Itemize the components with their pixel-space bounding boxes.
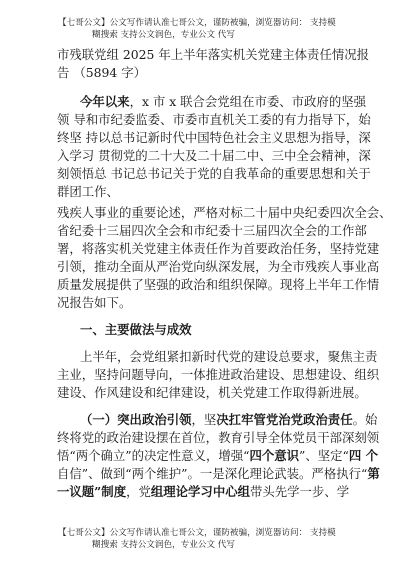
subsection-bold-part: 决扛牢管党治党政治责任: [216, 412, 353, 427]
subsection-text: ，党: [126, 484, 151, 499]
footer-banner-line1: 【七哥公文】公文写作请认准七哥公文，谨防被骗，浏览器访问： 支持模: [58, 528, 336, 538]
intro-lead-bold: 今年以来: [80, 94, 130, 109]
subsection-bold-part: 四个意识: [249, 448, 300, 463]
subsection-line: [57, 465, 380, 482]
intro-line: 入学习 贯彻党的二十大及二十届二中、三中全会精神，深: [57, 148, 371, 163]
subsection-bold-part: （一）突出政治引领: [80, 412, 192, 427]
section-paragraph-line: 上半年，会党组紧扣新时代党的建设总要求，聚焦主责: [80, 349, 378, 364]
intro-line: 质量发展提供了坚强的政治和组织保障。现将上半年工作情: [57, 277, 380, 292]
subsection-bold-part: 组理论学习中心组: [150, 484, 250, 499]
document-title-line1: 市残联党组 2025 年上半年落实机关党建主体责任情况报: [57, 47, 370, 62]
subsection-text: 自信”、做到“两个维护”。一是深化理论武装。严格执行“: [57, 466, 368, 481]
intro-lead-rest: ，x 市 x 联合会党组在市委、市政府的坚强: [129, 94, 366, 109]
intro-line: 省纪委十三届四次全会和市纪委十三届四次全会的工作部: [57, 223, 367, 238]
intro-first-line: [80, 93, 366, 110]
subsection-bold-part: 四 个: [348, 448, 378, 463]
intro-line: 领 导和市纪委监委、市委市直机关工委的有力指导下，始: [57, 112, 371, 127]
intro-line: 引领，推动全面从严治党向纵深发展，为全市残疾人事业高: [57, 259, 380, 274]
header-banner-line1: 【七哥公文】公文写作请认准七哥公文，谨防被骗，浏览器访问： 支持模: [58, 18, 336, 28]
subsection-heading-line: [80, 411, 377, 428]
subsection-line: 终将党的政治建设摆在首位，教育引导全体党员干部深刻领: [57, 430, 380, 445]
intro-line: 署，将落实机关党建主体责任作为首要政治任务，坚持党建: [57, 241, 380, 256]
subsection-text: 带头先学一步、学: [250, 484, 350, 499]
document-title-line2: 告 （5894 字）: [57, 65, 146, 80]
subsection-bold-part: 一议题”制度: [57, 484, 127, 499]
subsection-bold-part: 第: [367, 466, 380, 481]
subsection-text: ”、坚定“: [299, 448, 349, 463]
section-paragraph-line: 建设、作风建设和纪律建设，机关党建工作取得新进展。: [57, 385, 367, 400]
section-heading: 一、主要做法与成效: [80, 322, 192, 337]
intro-line: 终坚 持以总书记新时代中国特色社会主义思想为指导，深: [57, 130, 371, 145]
intro-line: 刻领悟总 书记总书记关于党的自我革命的重要思想和关于: [57, 166, 371, 181]
footer-banner-line2: 糊搜索 支持公文润色，专业公文 代写: [92, 540, 235, 550]
section-paragraph-line: 主业，坚持问题导向，一体推进政治建设、思想建设、组织: [57, 367, 380, 382]
subsection-line: [57, 447, 378, 464]
header-banner-line2: 糊搜索 支持公文润色，专业公文 代写: [92, 30, 235, 40]
intro-line: 况报告如下。: [57, 295, 132, 310]
intro-line: 群团工作、: [57, 184, 119, 199]
subsection-text: ，坚: [191, 412, 217, 427]
intro-line: 残疾人事业的重要论述，严格对标二十届中央纪委四次全会、: [57, 205, 392, 220]
subsection-text: 悟“两个确立”的决定性意义，增强“: [57, 448, 250, 463]
subsection-line: [57, 483, 349, 500]
subsection-text: 。始: [352, 412, 378, 427]
